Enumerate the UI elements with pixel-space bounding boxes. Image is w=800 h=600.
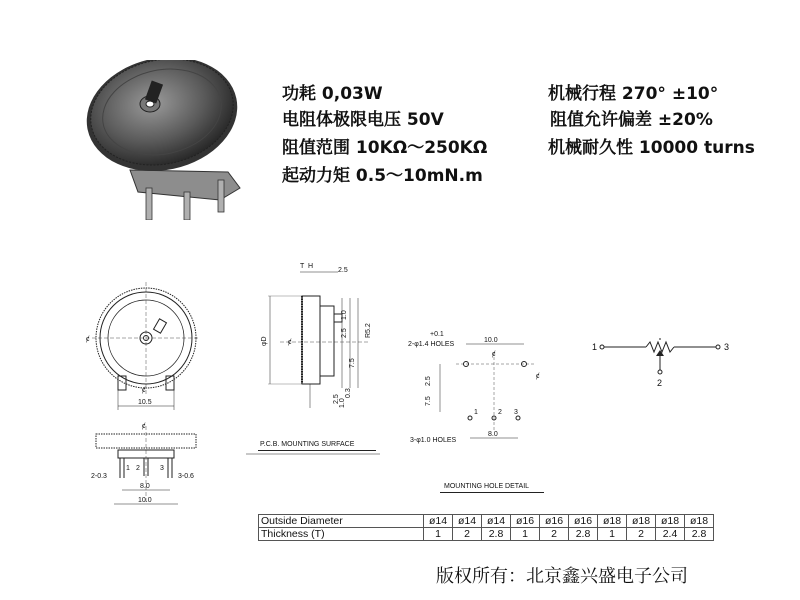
front-center-mark: ȼ — [86, 336, 90, 343]
table-cell: 2.8 — [569, 528, 598, 541]
bottom-pin3: 3 — [160, 465, 164, 472]
holes-top-label: 2-φ1.4 HOLES — [408, 341, 455, 348]
spec-durability: 机械耐久性 10000 turns — [548, 138, 755, 158]
bottom-center-mark: ȼ — [142, 423, 146, 430]
spec-voltage: 电阻体极限电压 50V — [282, 110, 444, 130]
table-cell: ø16 — [511, 515, 540, 528]
table-cell: ø14 — [453, 515, 482, 528]
table-row-label: Outside Diameter — [259, 515, 424, 528]
table-cell: ø14 — [424, 515, 453, 528]
front-center-mark-bottom: ȼ — [142, 387, 146, 394]
table-cell: ø18 — [656, 515, 685, 528]
front-width-dim: 10.5 — [138, 399, 152, 406]
table-cell: 2 — [453, 528, 482, 541]
side-dim-10: 1.0 — [339, 398, 346, 408]
table-cell: ø14 — [482, 515, 511, 528]
table-row-thickness — [259, 528, 714, 541]
table-cell: 2.8 — [482, 528, 511, 541]
mounting-hole-drawing — [400, 322, 560, 492]
holes-dim-25: 2.5 — [425, 376, 432, 386]
table-cell: ø18 — [627, 515, 656, 528]
bottom-width-dim: 10.0 — [138, 497, 152, 504]
mounting-hole-detail-line — [440, 492, 544, 493]
holes-pin3: 3 — [514, 409, 518, 416]
holes-side-mark: ȼ — [536, 373, 540, 380]
mounting-hole-detail-label: MOUNTING HOLE DETAIL — [444, 483, 530, 490]
table-cell: ø16 — [540, 515, 569, 528]
side-dim-5: 2.5 — [333, 394, 340, 404]
pcb-mounting-label: P.C.B. MOUNTING SURFACE — [260, 441, 355, 448]
potentiometer-photo — [78, 60, 258, 220]
pin-middle — [184, 192, 190, 220]
pcb-mounting-line — [258, 450, 376, 451]
table-cell: 1 — [511, 528, 540, 541]
table-cell: 2.8 — [685, 528, 714, 541]
side-center-mark: ȼ — [288, 339, 292, 346]
holes-top-dim: 10.0 — [484, 337, 498, 344]
side-view-drawing — [240, 258, 390, 458]
spec-travel: 机械行程 270° ±10° — [548, 84, 719, 104]
table-row-label: Thickness (T) — [259, 528, 424, 541]
front-view-drawing — [82, 278, 222, 528]
bottom-pitch-dim: 8.0 — [140, 483, 150, 490]
table-cell: ø18 — [598, 515, 627, 528]
holes-pin2: 2 — [498, 409, 502, 416]
bottom-left-pin-dim: 2-0.3 — [91, 473, 107, 480]
schematic-node-2: 2 — [657, 378, 663, 388]
pin-right — [218, 180, 224, 212]
side-diameter-dim: φD — [261, 336, 268, 346]
side-dim-75: 7.5 — [349, 358, 356, 368]
table-cell: 1 — [598, 528, 627, 541]
holes-pin1: 1 — [474, 409, 478, 416]
side-dim-3: 2.5 — [341, 328, 348, 338]
pin-left — [146, 188, 152, 220]
side-h-label: H — [308, 263, 314, 270]
bottom-pin2: 2 — [136, 465, 140, 472]
bottom-right-pin-dim: 3-0.6 — [178, 473, 194, 480]
table-row-diameter — [259, 515, 714, 528]
table-cell: ø18 — [685, 515, 714, 528]
schematic-node-1: 1 — [592, 342, 598, 352]
holes-center-mark: ȼ — [492, 351, 496, 358]
copyright-text: 版权所有：北京鑫兴盛电子公司 — [436, 566, 688, 587]
schematic-node-3: 3 — [724, 342, 730, 352]
spec-resistance-range: 阻值范围 10KΩ～250KΩ — [282, 138, 488, 158]
holes-dim-75: 7.5 — [425, 396, 432, 406]
table-cell: 2 — [540, 528, 569, 541]
holes-tol-label: +0.1 — [430, 331, 444, 338]
table-cell: 2.4 — [656, 528, 685, 541]
side-top-dim: 2.5 — [338, 267, 348, 274]
dimension-table — [258, 514, 714, 541]
holes-pitch-dim: 8.0 — [488, 431, 498, 438]
potentiometer-schematic — [590, 334, 740, 394]
table-cell: 2 — [627, 528, 656, 541]
spec-power: 功耗 0,03W — [282, 84, 383, 104]
table-cell: ø16 — [569, 515, 598, 528]
bottom-pin1: 1 — [126, 465, 130, 472]
side-t-label: T — [300, 263, 305, 270]
table-cell: 1 — [424, 528, 453, 541]
holes-bottom-label: 3-φ1.0 HOLES — [410, 437, 457, 444]
side-dim-03: 0.3 — [345, 388, 352, 398]
spec-torque: 起动力矩 0.5～10mN.m — [282, 166, 483, 186]
side-dim-r52: R5.2 — [365, 323, 372, 338]
side-dim-1: 1.0 — [341, 310, 348, 320]
spec-tolerance: 阻值允许偏差 ±20% — [550, 110, 713, 130]
